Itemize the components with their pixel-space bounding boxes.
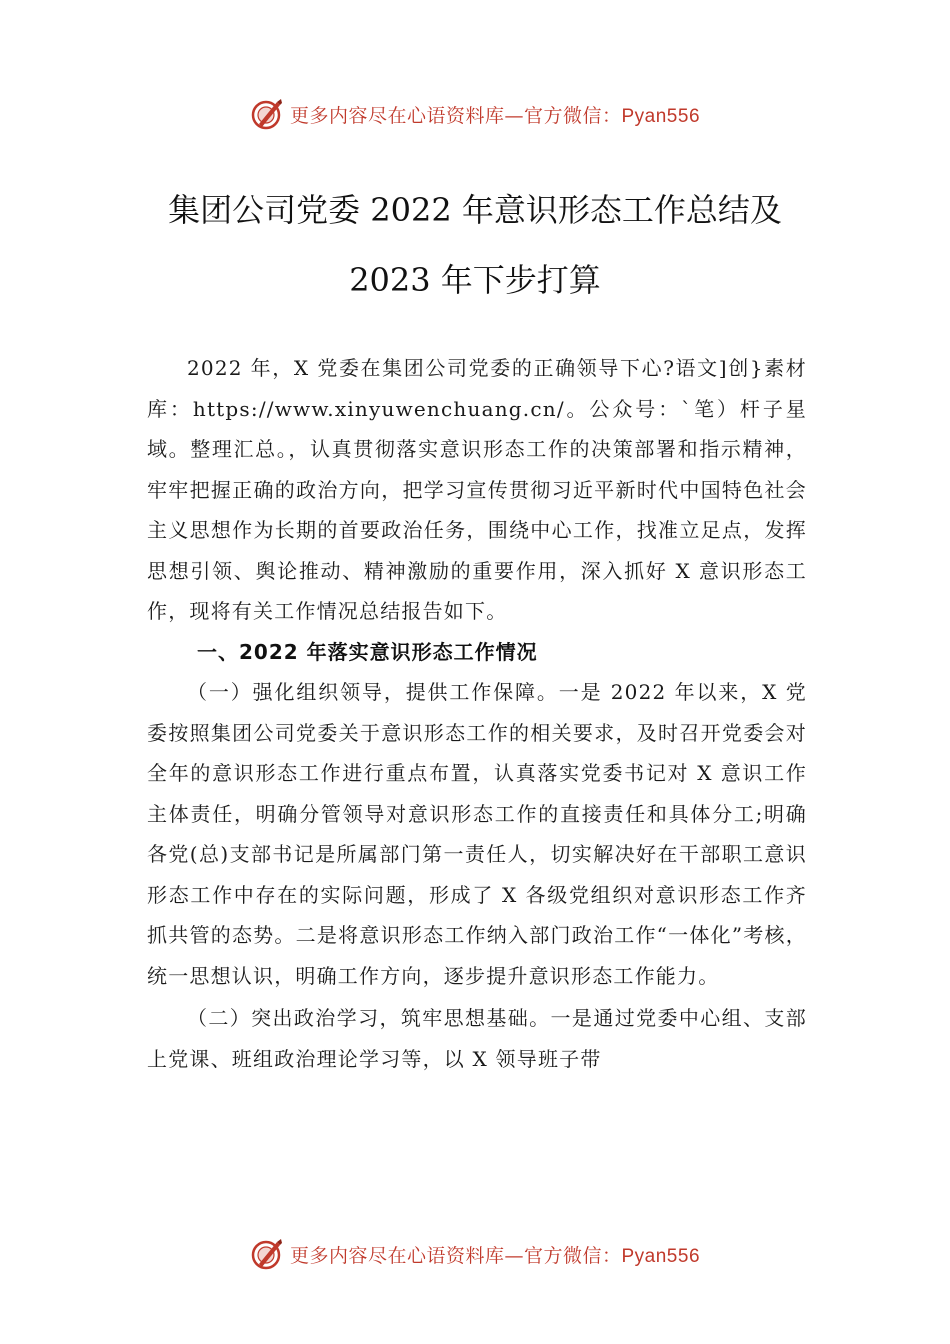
document-body [147,348,807,1079]
document-title-line1: 集团公司党委 2022 年意识形态工作总结及 [168,191,782,229]
banner-text [290,101,700,128]
document-title-line2: 2023 年下步打算 [349,261,601,299]
banner-label: 更多内容尽在心语资料库—官方微信： [289,104,622,127]
top-banner [0,94,950,134]
pen-seal-logo-icon [250,97,284,131]
intro-paragraph: 2022 年，X 党委在集团公司党委的正确领导下心?语文]创}素材库：https://www.xinyuwenchuang.cn/。公众号：`笔）杆子星域。整理汇总。，认真贯彻落实意识形态工作的决策部署和指示精神，牢牢把握正确的政治方向，把学习宣传贯彻习近平新时代中国特色社会主义思想作为长期的首要政治任务，围绕中心工作，找准立足点，发挥思想引领、舆论推动、精神激励的重要作用，深入抓好 X 意识形态工作，现将有关工作情况总结报告如下。 [147,356,807,623]
bottom-banner [0,1234,950,1274]
paragraph-organization-leadership: （一）强化组织领导，提供工作保障。一是 2022 年以来，X 党委按照集团公司党委关于意识形态工作的相关要求，及时召开党委会对全年的意识形态工作进行重点布置，认真落实党委书记对 X 意识工作主体责任，明确分管领导对意识形态工作的直接责任和具体分工;明确各党(总)支部书记是所属部门第一责任人，切实解决好在干部职工意识形态工作中存在的实际问题，形成了 X 各级党组织对意识形态工作齐抓共管的态势。二是将意识形态工作纳入部门政治工作“一体化”考核，统一思想认识，明确工作方向，逐步提升意识形态工作能力。 [147,680,807,988]
banner-label: 更多内容尽在心语资料库—官方微信： [289,1244,622,1267]
paragraph-political-study: （二）突出政治学习，筑牢思想基础。一是通过党委中心组、支部上党课、班组政治理论学习等，以 X 领导班子带 [147,1006,807,1071]
wechat-id: Pyan556 [621,105,701,127]
wechat-id: Pyan556 [621,1245,701,1267]
banner-text [290,1241,700,1268]
section-heading-1: 一、2022 年落实意识形态工作情况 [197,639,538,664]
pen-seal-logo-icon [250,1237,284,1271]
